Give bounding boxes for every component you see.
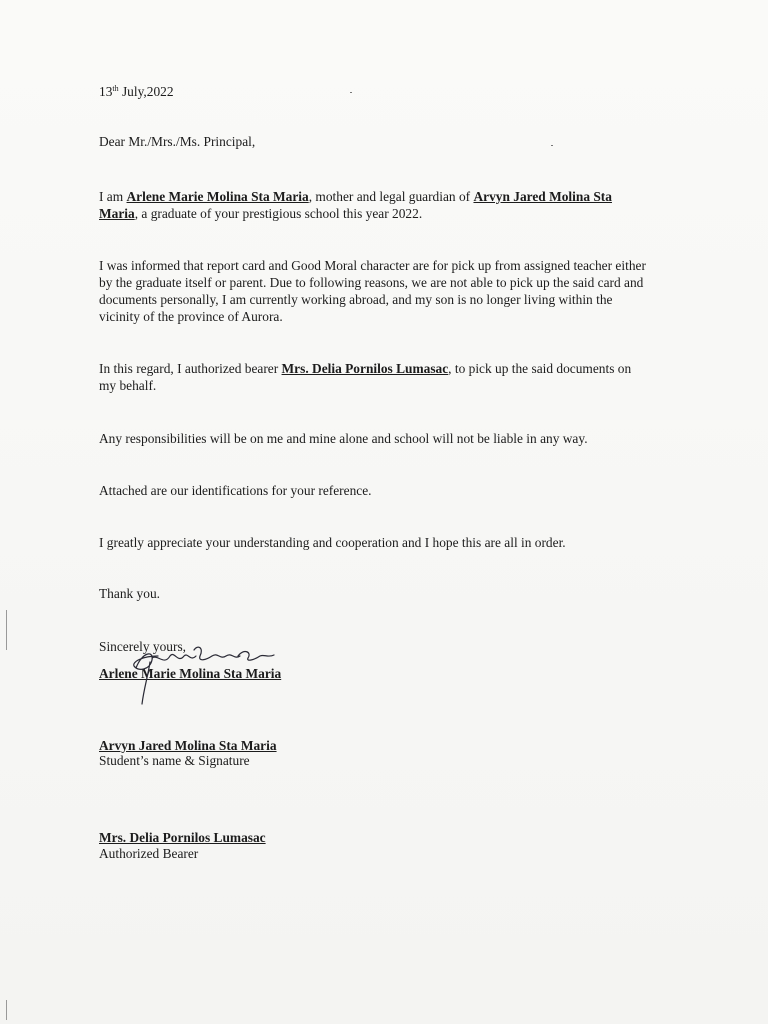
- salutation: Dear Mr./Mrs./Ms. Principal,: [99, 134, 256, 149]
- paragraph-5: Attached are our identifications for your reference.: [99, 483, 372, 498]
- mother-name: Arlene Marie Molina Sta Maria: [126, 189, 309, 204]
- signature-stroke: [194, 647, 240, 660]
- bearer-name: [99, 829, 266, 846]
- paragraph-1-line-2: [99, 205, 422, 222]
- paragraph-4: Any responsibilities will be on me and mine alone and school will not be liable in any way.: [99, 431, 588, 446]
- closing: Sincerely yours,: [99, 639, 187, 654]
- p3-post: , to pick up the said documents on: [448, 361, 632, 376]
- signer-name: [99, 665, 281, 682]
- son-name-line-2: Maria: [99, 206, 135, 221]
- paragraph-2-line-2: by the graduate itself or parent. Due to following reasons, we are not able to pick up the said card and: [99, 275, 644, 290]
- p1-post: , a graduate of your prestigious school this year 2022.: [134, 206, 423, 221]
- paragraph-2-line-3: documents personally, I am currently working abroad, and my son is no longer living within the: [99, 292, 613, 307]
- paragraph-2-line-1: I was informed that report card and Good Moral character are for pick up from assigned teacher either: [99, 258, 646, 273]
- student-name-text: Arvyn Jared Molina Sta Maria: [99, 738, 277, 753]
- scan-speck: [551, 145, 553, 146]
- thank-you: Thank you.: [99, 586, 160, 601]
- son-name-line-1: Arvyn Jared Molina Sta: [473, 189, 612, 204]
- student-caption: Student’s name & Signature: [99, 753, 250, 768]
- scan-edge-mark: [6, 1000, 7, 1020]
- paragraph-3-line-2: my behalf.: [99, 378, 157, 393]
- signature-stroke: [152, 654, 196, 660]
- signer-name-text: Arlene Marie Molina Sta Maria: [99, 666, 282, 681]
- p1-pre: I am: [99, 189, 127, 204]
- date-suffix: th: [112, 84, 119, 93]
- paragraph-6: I greatly appreciate your understanding and cooperation and I hope this are all in order.: [99, 535, 566, 550]
- paragraph-2-line-4: vicinity of the province of Aurora.: [99, 309, 283, 324]
- p3-pre: In this regard, I authorized bearer: [99, 361, 282, 376]
- date-rest: July,2022: [118, 84, 174, 99]
- letter-date: [99, 80, 174, 100]
- bearer-name-inline: Mrs. Delia Pornilos Lumasac: [281, 361, 449, 376]
- scan-edge-mark: [6, 610, 7, 650]
- paragraph-3-line-1: [99, 360, 631, 377]
- bearer-name-text: Mrs. Delia Pornilos Lumasac: [99, 830, 266, 845]
- paragraph-1-line-1: [99, 188, 612, 205]
- scan-speck: [350, 92, 352, 93]
- bearer-caption: Authorized Bearer: [99, 846, 199, 861]
- date-day: 13: [99, 84, 113, 99]
- p1-mid: , mother and legal guardian of: [308, 189, 474, 204]
- signature-stroke: [238, 652, 274, 661]
